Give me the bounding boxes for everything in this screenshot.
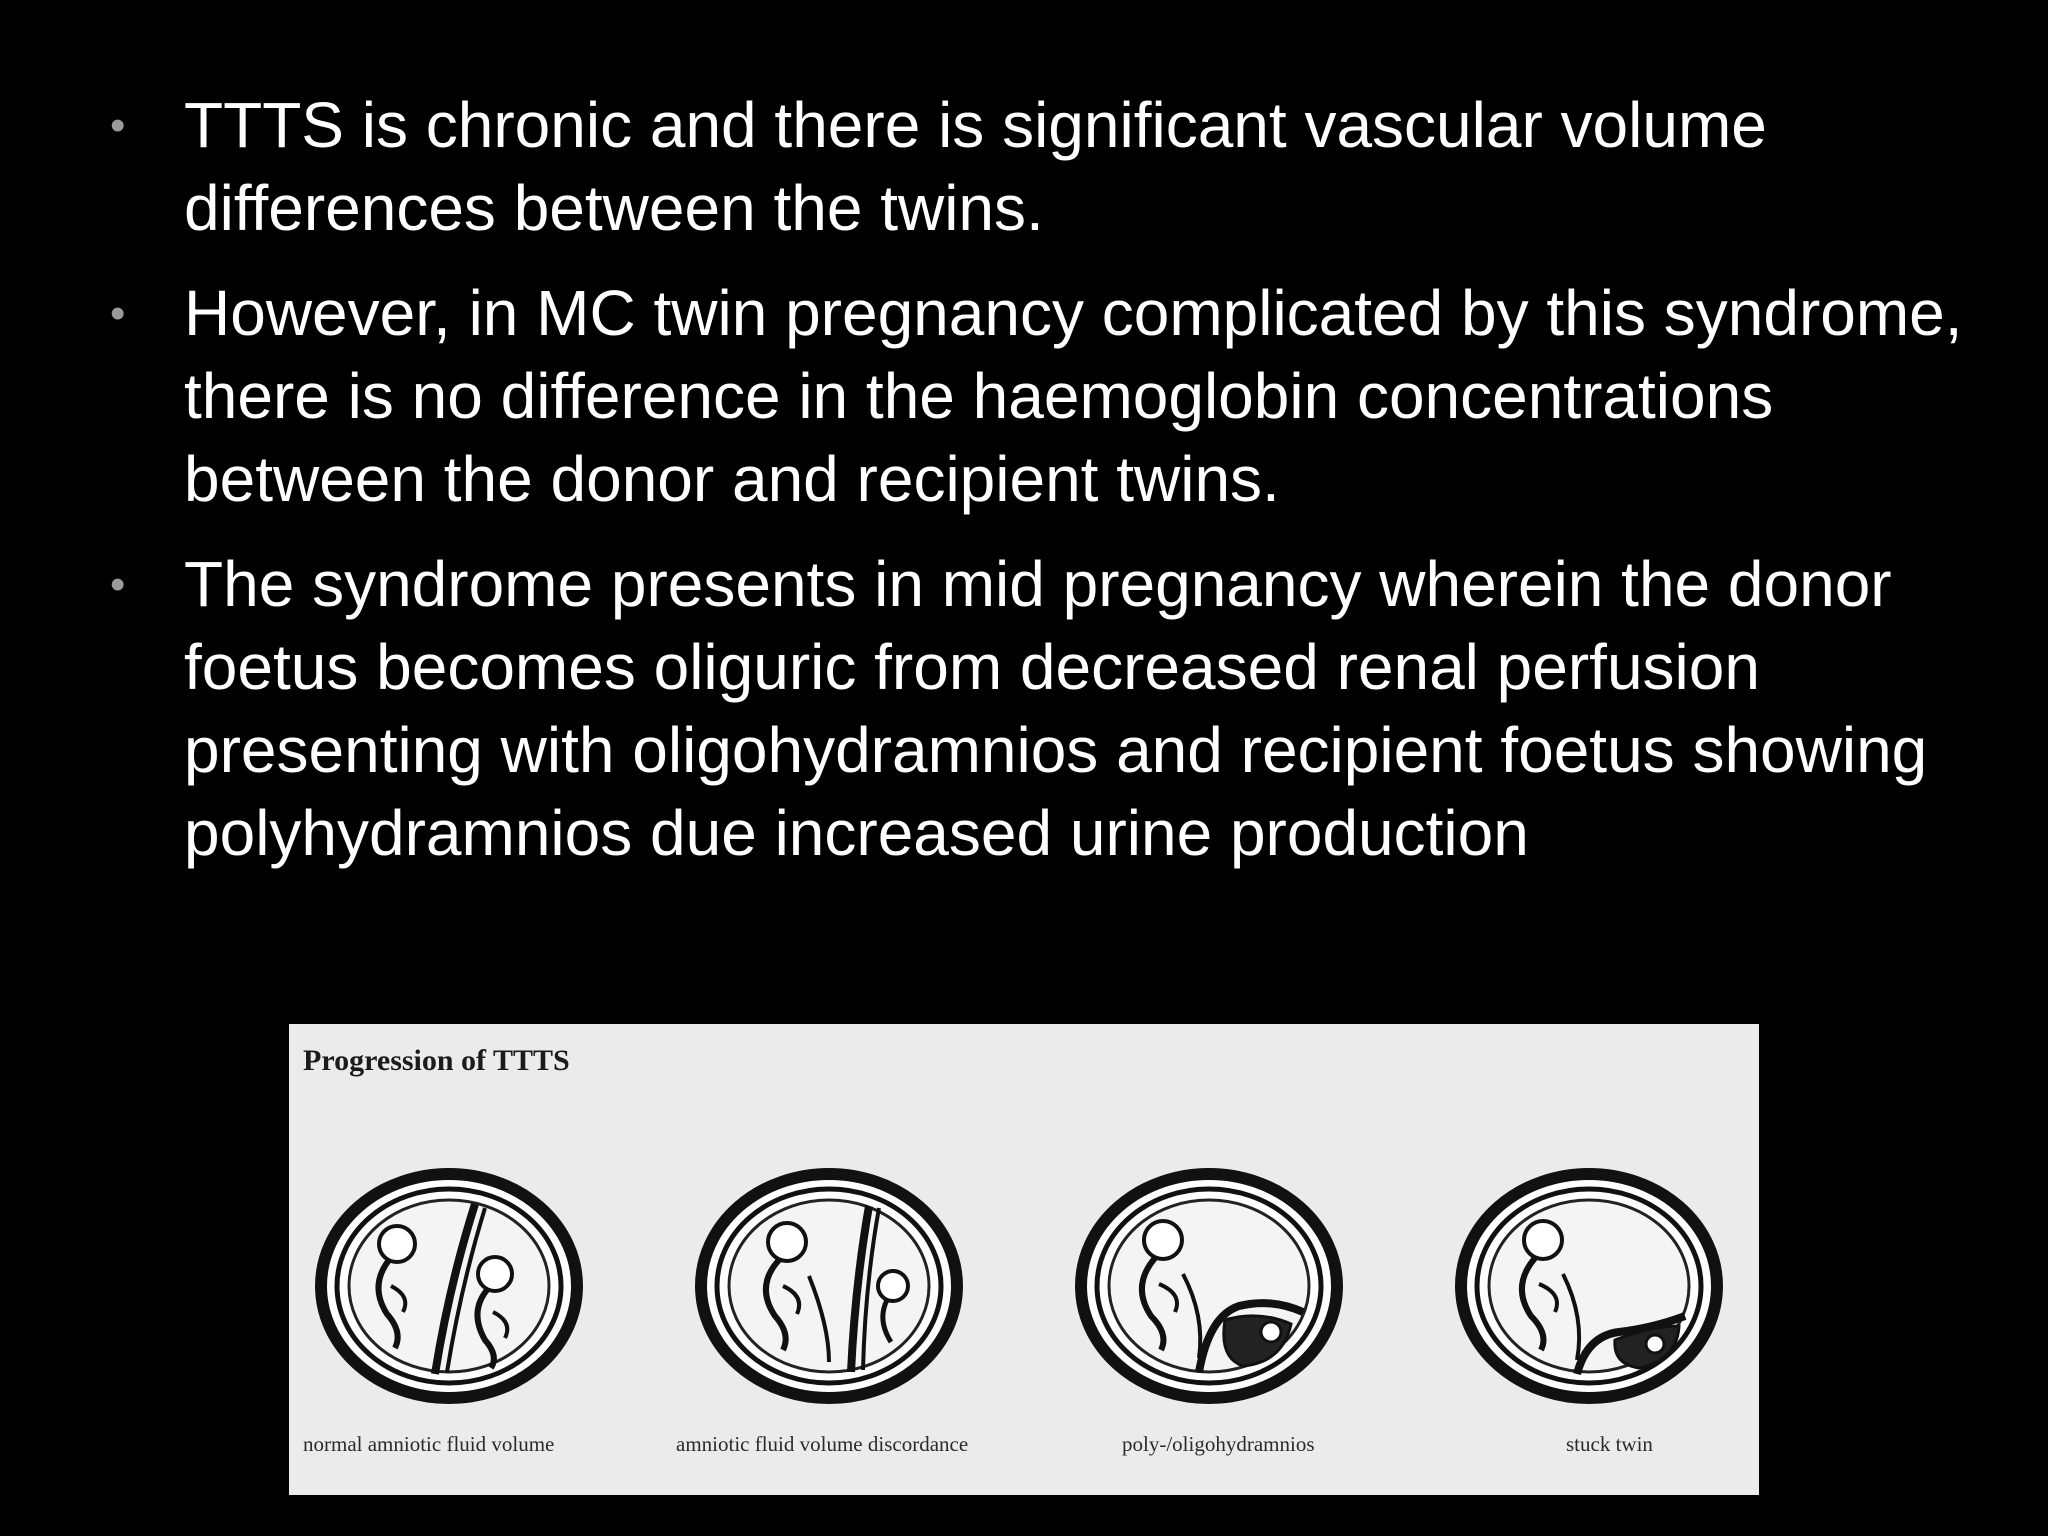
- bullet-dot-icon: •: [110, 101, 126, 150]
- bullet-item: [100, 543, 2000, 875]
- twin-sacs-stuck-twin-icon: [1439, 1136, 1739, 1436]
- bullet-item: [100, 84, 2000, 250]
- twin-sacs-normal-icon: [299, 1136, 599, 1436]
- stage-label: normal amniotic fluid volume: [303, 1432, 555, 1456]
- bullet-list: [100, 84, 2000, 897]
- bullet-text: TTTS is chronic and there is significant vascular volume differences between the twins.: [184, 89, 1767, 244]
- stage-label: stuck twin: [1566, 1432, 1653, 1456]
- bullet-text: The syndrome presents in mid pregnancy wherein the donor foetus becomes oliguric from decreased renal perfusion presenting with oligohydramnios and recipient foetus showing polyhydramnios due increased urine production: [184, 548, 1928, 869]
- figure-title: Progression of TTTS: [303, 1044, 570, 1077]
- twin-sacs-discordance-icon: [679, 1136, 979, 1436]
- bullet-text: However, in MC twin pregnancy complicated by this syndrome, there is no difference in the haemoglobin concentrations between the donor and recipient twins.: [184, 277, 1963, 515]
- bullet-dot-icon: •: [110, 560, 126, 609]
- stage-label: poly-/oligohydramnios: [1122, 1432, 1315, 1456]
- ttts-progression-figure: [289, 1024, 1759, 1495]
- bullet-dot-icon: •: [110, 289, 126, 338]
- bullet-item: [100, 272, 2000, 521]
- twin-sacs-poly-oligo-icon: [1059, 1136, 1359, 1436]
- stage-label: amniotic fluid volume discordance: [676, 1432, 969, 1456]
